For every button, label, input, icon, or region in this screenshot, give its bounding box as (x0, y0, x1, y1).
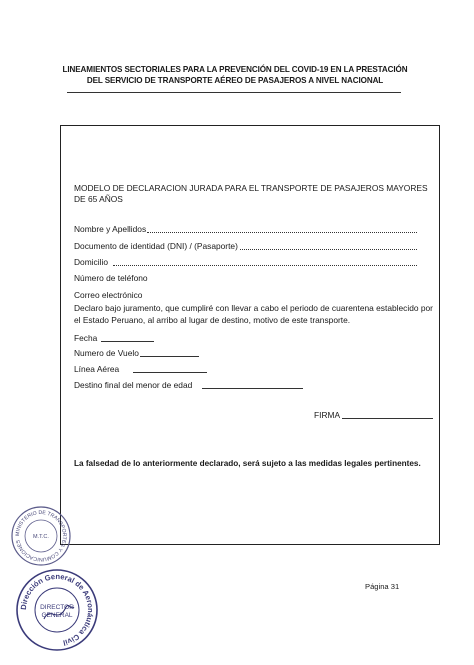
svg-text:Dirección General de Aeronáuti: Dirección General de Aeronáutica Civil (18, 571, 96, 648)
airline-field[interactable] (133, 372, 207, 373)
destination-field[interactable] (202, 388, 303, 389)
header-line-2: DEL SERVICIO DE TRANSPORTE AÉREO DE PASAJEROS A NIVEL NACIONAL (86, 76, 384, 85)
date-label: Fecha (74, 333, 98, 343)
svg-text:MINISTERIO DE TRANSPORTES Y CO: MINISTERIO DE TRANSPORTES Y COMUNICACIONES (14, 509, 68, 563)
page-number: Página 31 (365, 582, 400, 591)
header-divider (67, 92, 401, 93)
document-field[interactable] (240, 249, 417, 250)
email-label: Correo electrónico (74, 290, 143, 300)
legal-warning: La falsedad de lo anteriormente declarado, será sujeto a las medidas legales pertinentes. (74, 459, 421, 468)
document-label: Documento de identidad (DNI) / (Pasaporte) (74, 241, 238, 251)
address-label: Domicilio (74, 257, 108, 267)
director-stamp (14, 567, 100, 653)
svg-text:M.T.C.: M.T.C. (33, 534, 49, 540)
name-field[interactable] (147, 232, 417, 233)
ministry-stamp (10, 505, 72, 567)
declaration-text: Declaro bajo juramento, que cumpliré con llevar a cabo el periodo de cuarentena establecido por el Estado Peruano, al arribo al lugar de destino, motivo de este transporte. (74, 303, 433, 325)
svg-text:DIRECTOR: DIRECTOR (40, 604, 74, 611)
svg-text:GENERAL: GENERAL (41, 612, 73, 619)
phone-label: Número de teléfono (74, 273, 148, 283)
airline-label: Línea Aérea (74, 364, 120, 374)
signature-label: FIRMA (314, 410, 341, 420)
flight-label: Numero de Vuelo (74, 348, 139, 358)
address-field[interactable] (113, 265, 417, 266)
date-field[interactable] (101, 341, 154, 342)
destination-label: Destino final del menor de edad (74, 380, 193, 390)
ministry-seal-icon (10, 505, 72, 567)
director-seal-icon (14, 567, 100, 653)
header-line-1: LINEAMIENTOS SECTORIALES PARA LA PREVENCIÓN DEL COVID-19 EN LA PRESTACIÓN (62, 65, 408, 74)
flight-field[interactable] (140, 356, 199, 357)
document-title (60, 64, 410, 86)
form-title: MODELO DE DECLARACION JURADA PARA EL TRANSPORTE DE PASAJEROS MAYORES DE 65 AÑOS (74, 183, 428, 204)
name-label: Nombre y Apellidos (74, 224, 147, 234)
signature-field[interactable] (342, 418, 433, 419)
